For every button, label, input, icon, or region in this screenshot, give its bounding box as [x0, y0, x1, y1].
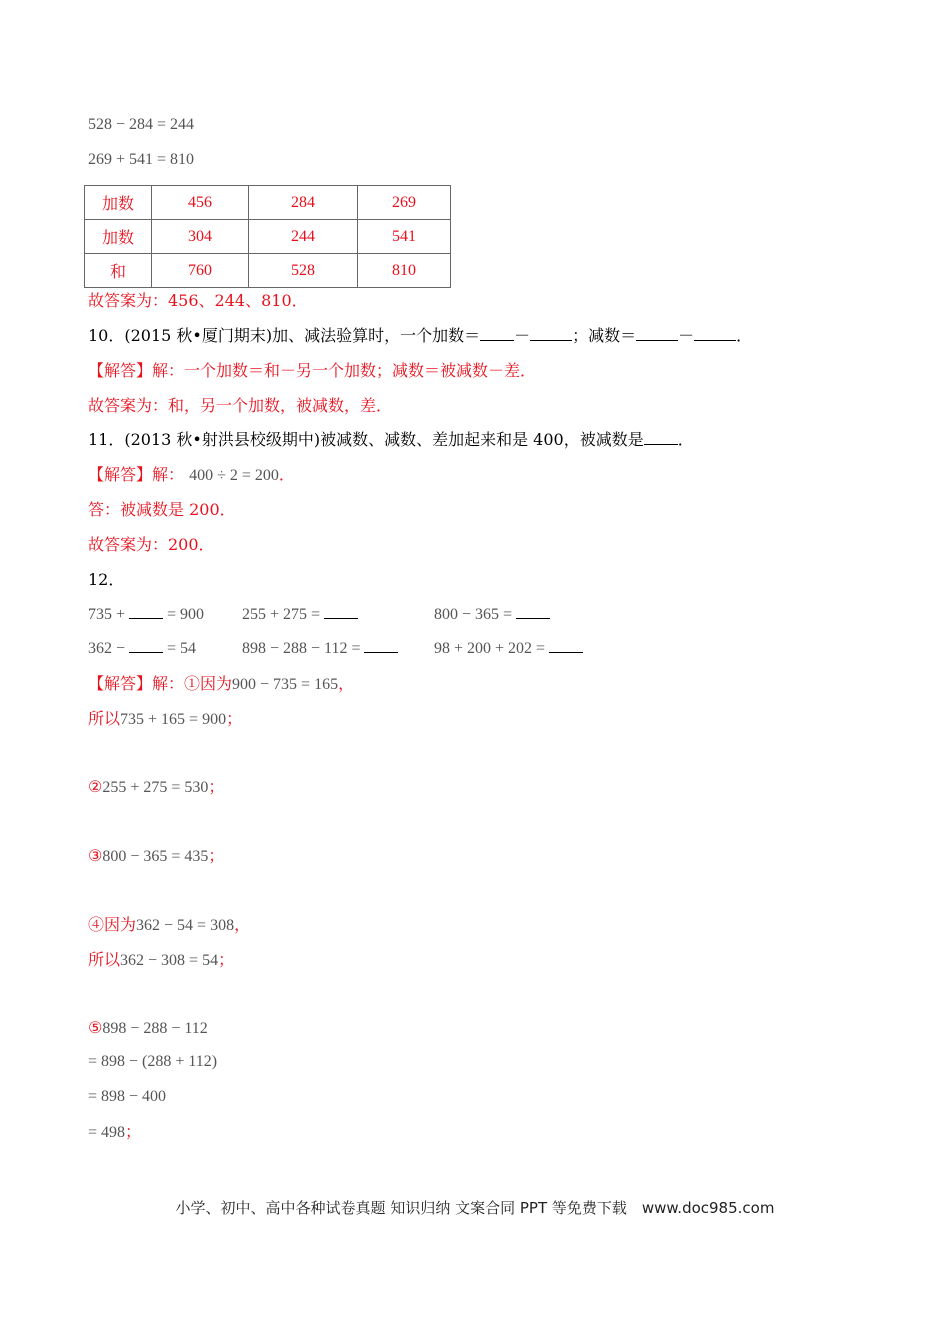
answer-line-11: 答：被减数是 200． [88, 500, 236, 519]
minus-sign: － [678, 326, 695, 345]
solution-label: 【解答】解： [88, 465, 185, 484]
equation-part: 362 − [88, 640, 126, 657]
solution-end: ． [278, 465, 295, 484]
table-cell: 541 [358, 220, 451, 254]
equation-528: 528 − 284 = 244 [88, 116, 195, 133]
equation-269: 269 + 541 = 810 [88, 151, 195, 168]
minus-sign: － [514, 326, 531, 345]
table-cell: 加数 [85, 220, 152, 254]
table-cell: 760 [152, 254, 249, 288]
answer-blank [644, 430, 678, 445]
solution-12-4: ④因为362 − 54 = 308， [88, 915, 251, 934]
equation-part: = 54 [167, 640, 197, 657]
solution-12-5: ⑤898 − 288 − 112 [88, 1018, 208, 1037]
solution-12-1b: 所以735 + 165 = 900； [88, 709, 243, 728]
answer-blank [480, 326, 514, 341]
solution-12-4b: 所以362 − 308 = 54； [88, 950, 235, 969]
equation-98: 98 + 200 + 202 = [434, 638, 583, 660]
answer-blank [694, 326, 736, 341]
solution-10: 【解答】解：一个加数＝和－另一个加数；减数＝被减数－差． [88, 361, 537, 380]
question-12-row2 [88, 638, 788, 660]
solution-12-5-final: = 498； [88, 1122, 142, 1141]
table-cell: 269 [358, 186, 451, 220]
page-footer: 小学、初中、高中各种试卷真题 知识归纳 文案合同 PPT 等免费下载 www.doc985.com [175, 1199, 775, 1217]
question-10-end: ． [736, 326, 753, 345]
solution-12-3: ③800 − 365 = 435； [88, 846, 225, 865]
solution-12-2: ②255 + 275 = 530； [88, 777, 225, 796]
table-cell: 304 [152, 220, 249, 254]
question-11-end: ． [677, 430, 694, 449]
answer-10: 故答案为：和，另一个加数，被减数，差． [88, 396, 393, 415]
question-10 [88, 325, 752, 347]
solution-12-1: 【解答】解：①因为900 − 735 = 165， [88, 674, 355, 693]
table-row [85, 220, 451, 254]
solution-math: 400 ÷ 2 = 200 [189, 467, 279, 484]
table-cell: 加数 [85, 186, 152, 220]
table-cell: 284 [249, 186, 358, 220]
table-row [85, 186, 451, 220]
answer-blank [129, 638, 163, 653]
equation-part: 735 + [88, 606, 126, 623]
equation-800: 800 − 365 = [434, 604, 550, 626]
answer-blank [129, 604, 163, 619]
equation-255: 255 + 275 = [242, 604, 358, 626]
answer-9: 故答案为：456、244、810． [88, 291, 308, 310]
equation-898: 898 − 288 − 112 = [242, 638, 398, 660]
table-cell: 810 [358, 254, 451, 288]
answer-blank [530, 326, 572, 341]
answer-blank [636, 326, 678, 341]
question-10-mid: ；减数＝ [572, 326, 637, 345]
answer-11: 故答案为：200． [88, 535, 215, 554]
table-cell: 528 [249, 254, 358, 288]
equation-part: = 900 [167, 606, 205, 623]
question-12-row1 [88, 604, 788, 626]
question-10-text: 10．(2015 秋•厦门期末)加、减法验算时，一个加数＝ [88, 326, 481, 345]
table-cell: 和 [85, 254, 152, 288]
question-11 [88, 429, 694, 451]
solution-12-5-step: = 898 − 400 [88, 1088, 167, 1105]
table-row [85, 254, 451, 288]
question-11-text: 11．(2013 秋•射洪县校级期中)被减数、减数、差加起来和是 400，被减数是 [88, 430, 644, 449]
solution-11 [88, 464, 295, 487]
solution-12-5-step: = 898 − (288 + 112) [88, 1053, 218, 1070]
question-12-number: 12． [88, 570, 125, 589]
table-cell: 456 [152, 186, 249, 220]
table-cell: 244 [249, 220, 358, 254]
addition-table [84, 185, 451, 288]
